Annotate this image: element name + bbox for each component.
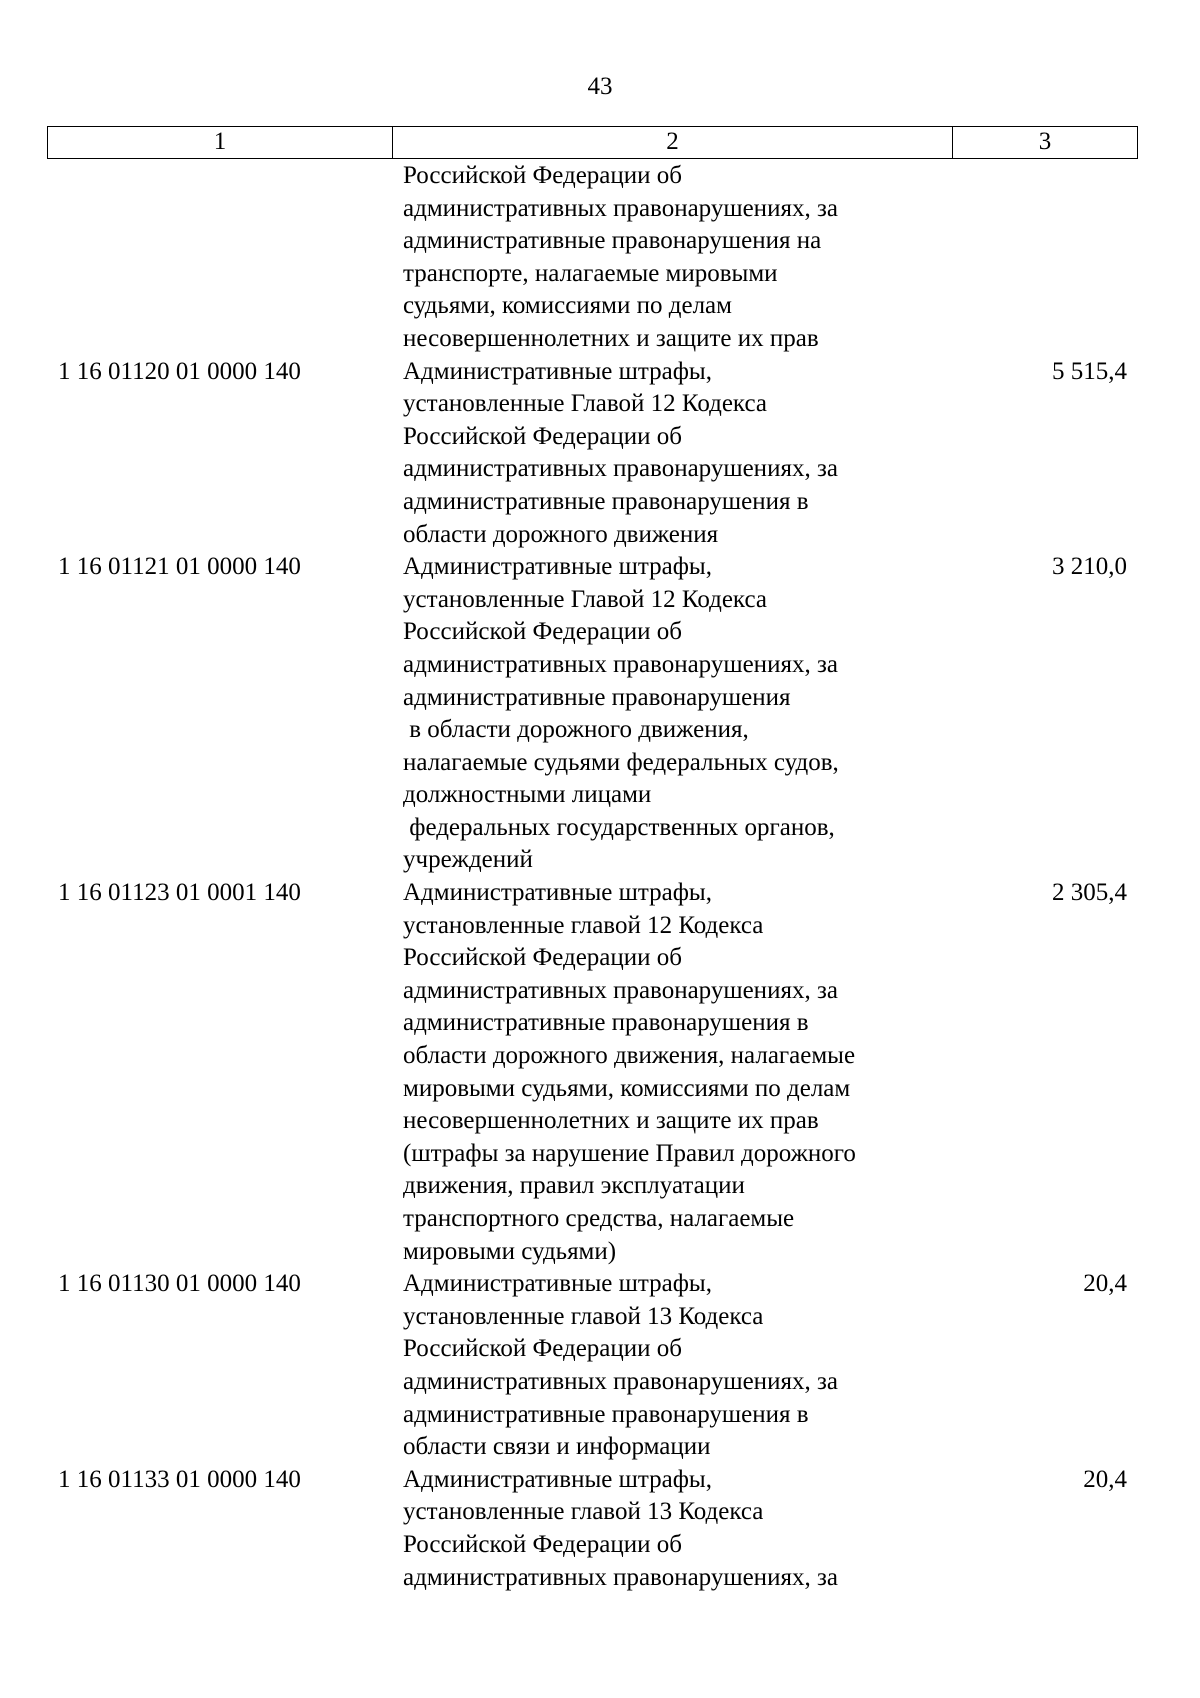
income-name-line: Российской Федерации об <box>403 162 682 189</box>
table-row <box>47 877 1138 1268</box>
income-name-cell <box>392 356 952 552</box>
income-name-line: административные правонарушения в <box>403 487 809 515</box>
income-name-cell <box>392 160 952 356</box>
income-name-line: Российской Федерации об <box>403 944 682 972</box>
budget-code-cell <box>47 160 392 356</box>
income-name-cell <box>392 1268 952 1464</box>
income-name-line: установленные главой 12 Кодекса <box>403 911 764 939</box>
income-name-line: административных правонарушениях, за <box>403 455 838 483</box>
income-name-line: несовершеннолетних и защите их прав <box>403 324 819 352</box>
income-name-line: несовершеннолетних и защите их прав <box>403 1107 819 1135</box>
income-name-line: Административные штрафы, <box>403 357 712 385</box>
income-name-line: Административные штрафы, <box>403 1465 712 1493</box>
income-name-line: административных правонарушениях, за <box>403 650 838 678</box>
table-row <box>47 1268 1138 1464</box>
income-name-line: Российской Федерации об <box>403 1530 682 1558</box>
income-name-line: федеральных государственных органов, <box>403 813 835 841</box>
income-name-line: административных правонарушениях, за <box>403 1367 838 1395</box>
budget-code-cell: 1 16 01130 01 0000 140 <box>58 1270 301 1298</box>
income-name-line: области связи и информации <box>403 1433 711 1461</box>
income-name-cell <box>392 1464 952 1594</box>
income-name-line: Российской Федерации об <box>403 618 682 646</box>
amount-cell: 2 305,4 <box>1052 879 1127 907</box>
income-name-line: (штрафы за нарушение Правил дорожного <box>403 1139 856 1167</box>
header-cell-1: 1 <box>48 127 393 158</box>
amount-cell <box>952 160 1138 356</box>
income-name-line: судьями, комиссиями по делам <box>403 292 732 320</box>
income-name-line: транспортного средства, налагаемые <box>403 1205 795 1232</box>
budget-code-cell: 1 16 01120 01 0000 140 <box>58 357 301 385</box>
income-name-line: установленные Главой 12 Кодекса <box>403 585 767 613</box>
income-name-line: Российской Федерации об <box>403 1335 682 1363</box>
income-name-line: административных правонарушениях, за <box>403 194 838 222</box>
amount-cell: 5 515,4 <box>1052 357 1127 385</box>
income-name-line: области дорожного движения, налагаемые <box>403 1042 856 1070</box>
income-name-cell <box>392 551 952 877</box>
income-name-line: административных правонарушениях, за <box>403 1563 838 1591</box>
budget-code-cell: 1 16 01133 01 0000 140 <box>58 1465 301 1493</box>
income-name-line: Административные штрафы, <box>403 1270 712 1298</box>
page-number: 43 <box>587 73 613 100</box>
table-row <box>47 160 1138 356</box>
income-name-line: административные правонарушения в <box>403 1009 809 1037</box>
income-name-line: административные правонарушения <box>403 683 791 711</box>
income-name-line: установленные главой 13 Кодекса <box>403 1498 764 1526</box>
income-name-line: в области дорожного движения, <box>403 716 749 744</box>
income-name-line: Административные штрафы, <box>403 553 712 581</box>
income-name-line: учреждений <box>403 846 533 874</box>
header-cell-2: 2 <box>393 127 953 158</box>
income-name-line: административные правонарушения на <box>403 227 822 255</box>
table-header <box>47 126 1138 159</box>
table-row <box>47 356 1138 552</box>
budget-code-cell: 1 16 01123 01 0001 140 <box>58 879 301 907</box>
amount-cell: 20,4 <box>1083 1270 1127 1298</box>
amount-cell: 20,4 <box>1083 1465 1127 1493</box>
income-name-line: области дорожного движения <box>403 520 719 548</box>
budget-code-cell: 1 16 01121 01 0000 140 <box>58 553 301 581</box>
header-cell-3: 3 <box>1038 128 1052 155</box>
income-name-line: установленные главой 13 Кодекса <box>403 1302 764 1330</box>
income-name-line: движения, правил эксплуатации <box>403 1172 745 1200</box>
income-name-line: административных правонарушениях, за <box>403 976 838 1004</box>
table-row <box>47 551 1138 877</box>
amount-cell: 3 210,0 <box>1052 553 1127 581</box>
income-name-line: Российской Федерации об <box>403 422 682 450</box>
income-name-line: мировыми судьями, комиссиями по делам <box>403 1074 851 1102</box>
income-name-line: мировыми судьями) <box>403 1237 617 1265</box>
income-name-line: транспорте, налагаемые мировыми <box>403 259 778 287</box>
income-name-line: административные правонарушения в <box>403 1400 809 1428</box>
table-row <box>47 1464 1138 1594</box>
income-name-line: налагаемые судьями федеральных судов, <box>403 748 839 776</box>
income-name-line: Административные штрафы, <box>403 879 712 907</box>
income-name-cell <box>392 877 952 1268</box>
table-body <box>47 160 1138 1594</box>
income-name-line: должностными лицами <box>403 781 652 809</box>
income-name-line: установленные Главой 12 Кодекса <box>403 390 767 418</box>
